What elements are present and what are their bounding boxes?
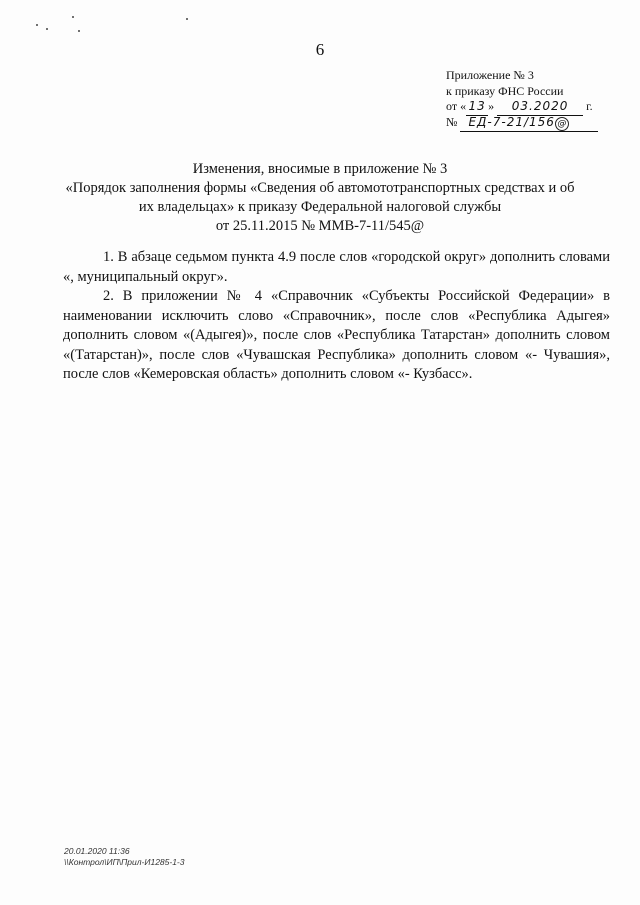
date-day: 13 <box>466 99 488 116</box>
title-line-2: «Порядок заполнения формы «Сведения об автомототранспортных средствах и об <box>65 180 575 196</box>
document-title <box>40 160 600 236</box>
file-footer <box>64 846 185 868</box>
order-number-at: @ <box>555 117 569 131</box>
title-line-3: их владельцах» к приказу Федеральной налоговой службы <box>138 199 502 215</box>
number-label: № <box>446 114 458 129</box>
appendix-order-ref: к приказу ФНС России <box>446 83 564 98</box>
date-suffix: г. <box>586 99 593 113</box>
appendix-number-line <box>446 115 616 131</box>
page-number: 6 <box>315 40 325 59</box>
date-mid: » <box>488 99 495 113</box>
date-month-year: 03.2020 <box>497 99 583 116</box>
order-number <box>460 115 598 132</box>
appendix-title: Приложение № 3 <box>446 68 534 82</box>
title-line-1: Изменения, вносимые в приложение № 3 <box>192 161 448 177</box>
order-number-value: ЕД-7-21/156 <box>468 114 555 129</box>
paragraph-2: 2. В приложении № 4 «Справочник «Субъекты Российской Федерации» в наименовании исключить слово «Справочник», после слов «Республика Адыгея» дополнить словом «(Адыгея)», после слов «Республика Татарстан» дополнить словом «(Татарстан)», после слов «Чувашская Республика» дополнить словом «- Чувашия», после слов «Кемеровская область» дополнить словом «- Кузбасс». <box>63 288 610 382</box>
paragraph-1: 1. В абзаце седьмом пункта 4.9 после слов «городской округ» дополнить словами «, муниципальный округ». <box>63 249 610 285</box>
document-body <box>63 248 610 385</box>
footer-file-path: \\Контрол\ИП\Прил-И1285-1-3 <box>64 857 185 867</box>
title-line-4: от 25.11.2015 № ММВ-7-11/545@ <box>215 218 425 234</box>
date-prefix: от « <box>446 99 467 113</box>
appendix-date-line <box>446 99 616 115</box>
appendix-header <box>446 68 616 130</box>
footer-timestamp: 20.01.2020 11:36 <box>64 846 130 856</box>
